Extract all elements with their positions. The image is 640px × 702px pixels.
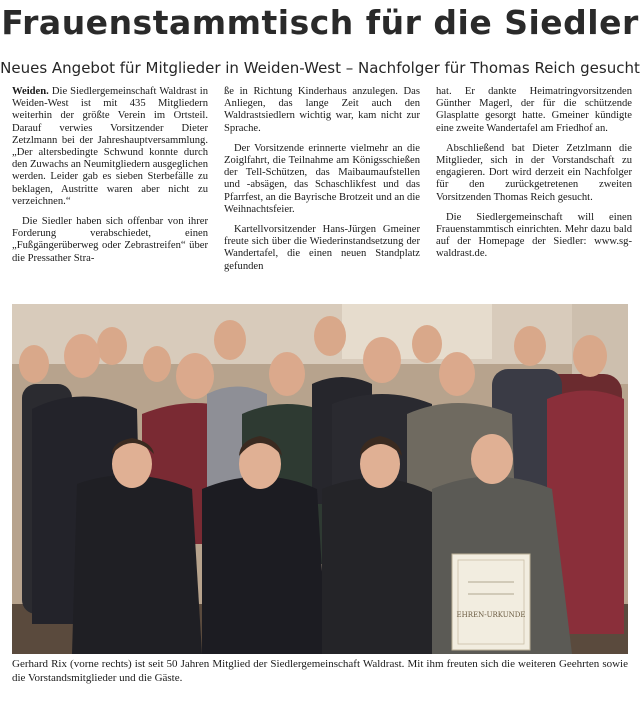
column-3 (436, 86, 632, 304)
paragraph-2-start: Die Siedler haben sich offenbar von ihrer Forderung verabschiedet, einen „Fußgängerüberweg oder Zebrastreifen“ über die Pressather Stra- (12, 216, 208, 264)
paragraph-5: Abschließend bat Dieter Zetzlmann die Mitglieder, sich in der Vorstandschaft zu engagieren. Dort wird derzeit ein Nachfolger für den zurückgetretenen zweiten Vorsitzenden Thomas Reich gesucht. (436, 142, 632, 203)
group-photo-illustration (12, 304, 628, 654)
paragraph-4-start: Kartellvorsitzender Hans-Jürgen Gmeiner freute sich über die Wiederinstandsetzung der Wandertafel, die einen neuen Standplatz gefunden (224, 224, 420, 272)
photo-caption: Gerhard Rix (vorne rechts) ist seit 50 Jahren Mitglied der Siedlergemeinschaft Waldrast. Mit ihm freuten sich die weiteren Geehrten sowie die Vorstandsmitglieder und die Gäste. (12, 658, 628, 684)
group-photo (12, 304, 628, 654)
dateline: Weiden. (12, 86, 49, 97)
article-columns (12, 86, 632, 304)
column-1 (12, 86, 208, 304)
subheadline: Neues Angebot für Mitglieder in Weiden-West – Nachfolger für Thomas Reich gesucht (0, 59, 640, 77)
paragraph-2-end: ße in Richtung Kinderhaus anzulegen. Das Anliegen, das lange Zeit auch den Waldrastsiedlern wichtig war, kam nicht zur Sprache. (224, 86, 420, 134)
paragraph-1-text: Die Siedlergemeinschaft Waldrast in Weiden-West ist mit 435 Mitgliedern weiterhin der größte Verein im Ortsteil. Darauf verwies Vorsitzender Dieter Zetzlmann bei der Jahreshauptversammlung. „Der altersbedingte Schwund konnte durch den Zuwachs an Neumitgliedern ausgeglichen werden. Leider gab es sieben Sterbefälle zu beklagen, Austritte waren aber nicht zu verzeichnen.“ (12, 86, 208, 207)
headline: Frauenstammtisch für die Siedler (1, 3, 639, 42)
certificate-title: EHREN-URKUNDE (456, 611, 526, 619)
paragraph-4-end: hat. Er dankte Heimatringvorsitzenden Günther Magerl, der für die schützende Glasplatte gesorgt hatte. Gmeiner kündigte eine zweite Wandertafel am Friedhof an. (436, 86, 632, 134)
paragraph-6: Die Siedlergemeinschaft will einen Frauenstammtisch einrichten. Mehr dazu bald auf der Homepage der Siedler: www.sg-waldrast.de. (436, 211, 632, 260)
paragraph-3: Der Vorsitzende erinnerte vielmehr an die Zoiglfahrt, die Teilnahme am Königsschießen der Tell-Schützen, das Maibaumaufstellen und -absägen, das Schaschlikfest und das Pfarrfest, an die Bayrische Brotzeit und an die Weihnachtsfeier. (224, 142, 420, 215)
column-2 (224, 86, 420, 304)
paragraph-1 (12, 86, 208, 208)
